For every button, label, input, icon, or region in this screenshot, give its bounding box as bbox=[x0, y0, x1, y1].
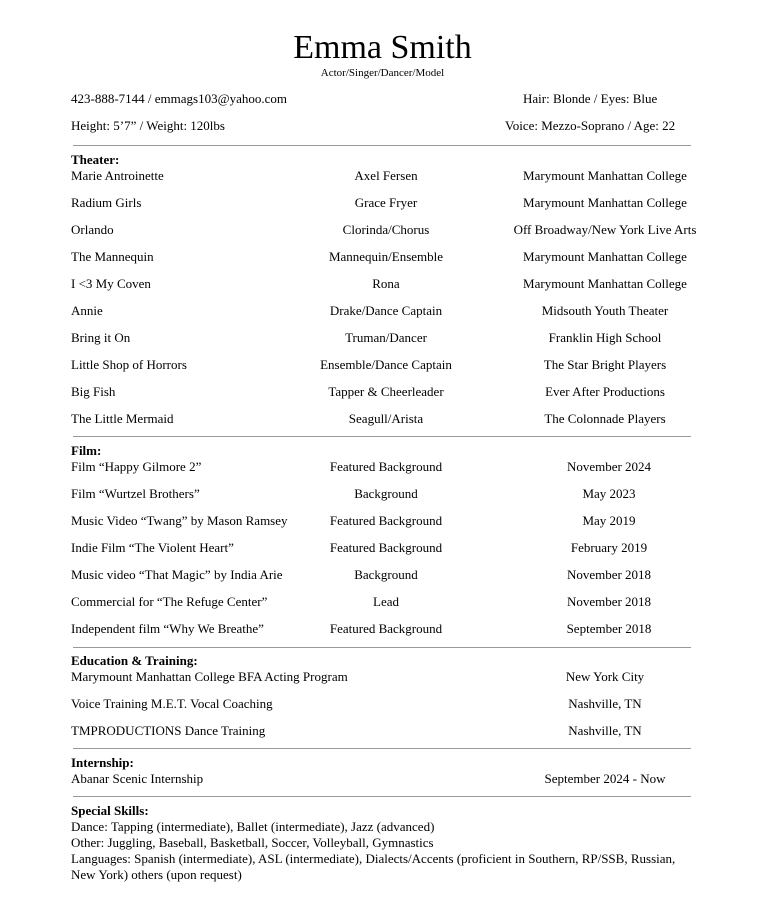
theater-role: Grace Fryer bbox=[354, 195, 418, 210]
education-location: New York City bbox=[565, 669, 645, 684]
film-date: February 2019 bbox=[570, 540, 648, 555]
theater-show: Orlando bbox=[71, 222, 114, 237]
film-project: Commercial for “The Refuge Center” bbox=[71, 594, 268, 609]
film-project: Independent film “Why We Breathe” bbox=[71, 621, 264, 636]
theater-role: Clorinda/Chorus bbox=[342, 222, 430, 237]
film-role: Background bbox=[354, 567, 418, 582]
divider bbox=[73, 436, 691, 437]
theater-venue: Off Broadway/New York Live Arts bbox=[513, 222, 697, 237]
theater-venue: Ever After Productions bbox=[545, 384, 665, 399]
theater-venue: Franklin High School bbox=[548, 330, 662, 345]
film-role: Background bbox=[354, 486, 418, 501]
film-project: Music video “That Magic” by India Arie bbox=[71, 567, 283, 582]
divider bbox=[73, 647, 691, 648]
education-program: Voice Training M.E.T. Vocal Coaching bbox=[71, 696, 273, 711]
film-role: Featured Background bbox=[329, 513, 443, 528]
film-role: Featured Background bbox=[329, 459, 443, 474]
film-date: November 2018 bbox=[566, 567, 652, 582]
education-location: Nashville, TN bbox=[568, 696, 642, 711]
theater-show: The Mannequin bbox=[71, 249, 154, 264]
skills-other: Other: Juggling, Baseball, Basketball, Soccer, Volleyball, Gymnastics bbox=[71, 835, 434, 850]
film-date: May 2023 bbox=[582, 486, 636, 501]
film-role: Featured Background bbox=[329, 540, 443, 555]
contact-info: 423-888-7144 / emmags103@yahoo.com bbox=[71, 91, 287, 106]
film-date: May 2019 bbox=[582, 513, 636, 528]
theater-venue: Marymount Manhattan College bbox=[523, 276, 687, 291]
education-program: TMPRODUCTIONS Dance Training bbox=[71, 723, 266, 738]
film-project: Film “Happy Gilmore 2” bbox=[71, 459, 202, 474]
education-location: Nashville, TN bbox=[568, 723, 642, 738]
theater-show: Bring it On bbox=[71, 330, 131, 345]
education-heading: Education & Training: bbox=[71, 653, 198, 668]
theater-role: Mannequin/Ensemble bbox=[328, 249, 444, 264]
height-weight: Height: 5’7” / Weight: 120lbs bbox=[71, 118, 225, 133]
divider bbox=[73, 796, 691, 797]
hair-eyes: Hair: Blonde / Eyes: Blue bbox=[523, 91, 658, 106]
theater-show: The Little Mermaid bbox=[71, 411, 174, 426]
theater-role: Drake/Dance Captain bbox=[329, 303, 443, 318]
skills-languages: Languages: Spanish (intermediate), ASL (intermediate), Dialects/Accents (proficient in Southern, RP/SSB, Russian, New York) others (upon request) bbox=[71, 851, 676, 882]
theater-show: Big Fish bbox=[71, 384, 116, 399]
theater-show: Annie bbox=[71, 303, 103, 318]
internship-title: Abanar Scenic Internship bbox=[71, 771, 204, 786]
divider bbox=[73, 145, 691, 146]
film-project: Film “Wurtzel Brothers” bbox=[71, 486, 200, 501]
divider bbox=[73, 748, 691, 749]
film-role: Lead bbox=[373, 594, 399, 609]
skills-heading: Special Skills: bbox=[71, 803, 149, 818]
resume-name: Emma Smith bbox=[293, 29, 472, 66]
skills-dance: Dance: Tapping (intermediate), Ballet (intermediate), Jazz (advanced) bbox=[71, 819, 435, 834]
film-heading: Film: bbox=[71, 443, 102, 458]
film-date: November 2024 bbox=[566, 459, 652, 474]
theater-role: Tapper & Cheerleader bbox=[328, 384, 444, 399]
theater-heading: Theater: bbox=[71, 152, 120, 167]
theater-venue: Marymount Manhattan College bbox=[523, 168, 687, 183]
theater-role: Truman/Dancer bbox=[345, 330, 427, 345]
voice-age: Voice: Mezzo-Soprano / Age: 22 bbox=[505, 118, 676, 133]
film-project: Music Video “Twang” by Mason Ramsey bbox=[71, 513, 288, 528]
education-program: Marymount Manhattan College BFA Acting Program bbox=[71, 669, 348, 684]
theater-venue: Midsouth Youth Theater bbox=[541, 303, 669, 318]
internship-heading: Internship: bbox=[71, 755, 134, 770]
film-date: September 2018 bbox=[566, 621, 652, 636]
theater-show: Marie Antroinette bbox=[71, 168, 164, 183]
film-role: Featured Background bbox=[329, 621, 443, 636]
theater-venue: The Colonnade Players bbox=[544, 411, 666, 426]
theater-venue: Marymount Manhattan College bbox=[523, 249, 687, 264]
theater-show: Little Shop of Horrors bbox=[71, 357, 187, 372]
film-date: November 2018 bbox=[566, 594, 652, 609]
theater-show: Radium Girls bbox=[71, 195, 142, 210]
theater-venue: Marymount Manhattan College bbox=[523, 195, 687, 210]
theater-role: Axel Fersen bbox=[354, 168, 418, 183]
theater-role: Rona bbox=[372, 276, 400, 291]
theater-show: I <3 My Coven bbox=[71, 276, 151, 291]
theater-role: Ensemble/Dance Captain bbox=[320, 357, 452, 372]
theater-role: Seagull/Arista bbox=[348, 411, 424, 426]
theater-venue: The Star Bright Players bbox=[543, 357, 667, 372]
film-project: Indie Film “The Violent Heart” bbox=[71, 540, 234, 555]
internship-date: September 2024 - Now bbox=[544, 771, 666, 786]
resume-subtitle: Actor/Singer/Dancer/Model bbox=[320, 67, 445, 79]
